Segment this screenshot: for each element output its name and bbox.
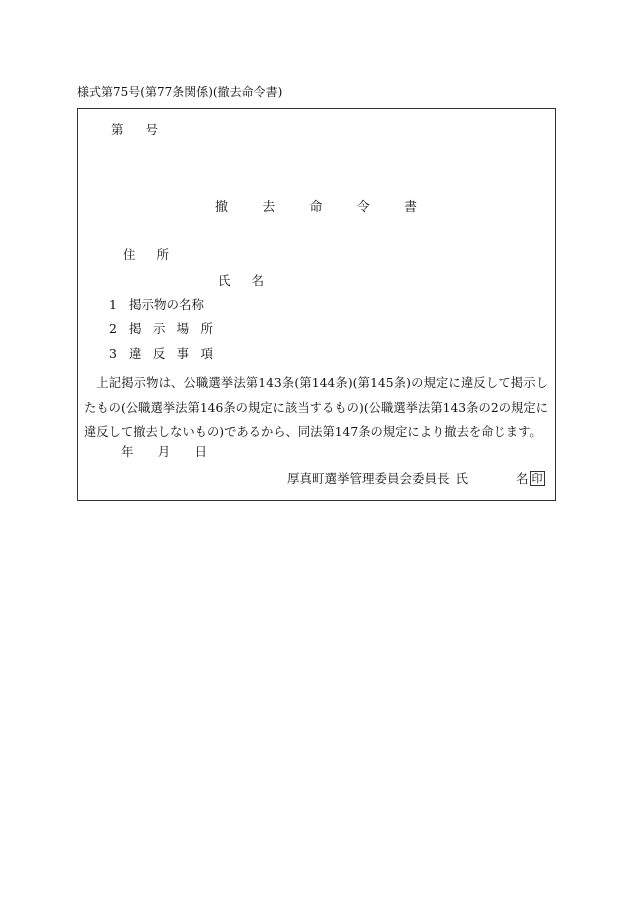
document-number-suffix: 号 — [145, 122, 158, 137]
item-posting-location — [109, 323, 213, 336]
item-label — [129, 348, 213, 361]
item-label-char: 示 — [152, 321, 166, 336]
title-char: 去 — [262, 200, 276, 215]
date-month-char: 月 — [157, 444, 171, 459]
seal-stamp: 印 — [531, 472, 543, 485]
item-label-char: 項 — [200, 346, 213, 361]
document-number-prefix: 第 — [111, 122, 124, 137]
item-violation — [109, 348, 213, 361]
address-char: 所 — [156, 247, 169, 262]
item-posting-name — [109, 299, 204, 312]
item-label — [129, 323, 213, 336]
item-label-char: 事 — [176, 346, 190, 361]
item-label: 掲示物の名称 — [129, 297, 205, 312]
item-label-char: 違 — [129, 346, 142, 361]
item-label-char: 掲 — [129, 321, 142, 336]
item-label-char: 場 — [176, 321, 190, 336]
name-char: 名 — [251, 273, 264, 288]
issuing-authority: 厚真町選挙管理委員会委員長 — [287, 471, 450, 486]
date-day-char: 日 — [194, 444, 207, 459]
signer-name-first: 氏 — [455, 471, 469, 486]
address-label — [123, 249, 169, 262]
signer-name-last: 名 — [516, 471, 529, 486]
date-line — [121, 446, 207, 459]
item-number: 2 — [109, 321, 117, 336]
form-caption: 様式第75号(第77条関係)(撤去命令書) — [77, 85, 283, 99]
address-char: 住 — [123, 247, 136, 262]
title-char: 令 — [356, 200, 370, 215]
document-title — [215, 201, 417, 214]
item-label-char: 所 — [200, 321, 213, 336]
title-char: 撤 — [215, 200, 229, 215]
name-label — [218, 275, 264, 288]
item-label-char: 反 — [152, 346, 166, 361]
item-number: 1 — [109, 297, 117, 312]
document-number — [111, 124, 158, 137]
item-number: 3 — [109, 346, 117, 361]
title-char: 命 — [309, 200, 323, 215]
title-char: 書 — [403, 200, 417, 215]
date-year-char: 年 — [121, 444, 134, 459]
order-body-text: 上記掲示物は、公職選挙法第143条(第144条)(第145条)の規定に違反して掲示したもの(公職選挙法第146条の規定に該当するもの)(公職選挙法第143条の2の規定に違反して撤去しないもの)であるから、同法第147条の規定により撤去を命じます。 — [84, 376, 548, 439]
name-char: 氏 — [218, 273, 231, 288]
signature-line — [287, 471, 545, 486]
